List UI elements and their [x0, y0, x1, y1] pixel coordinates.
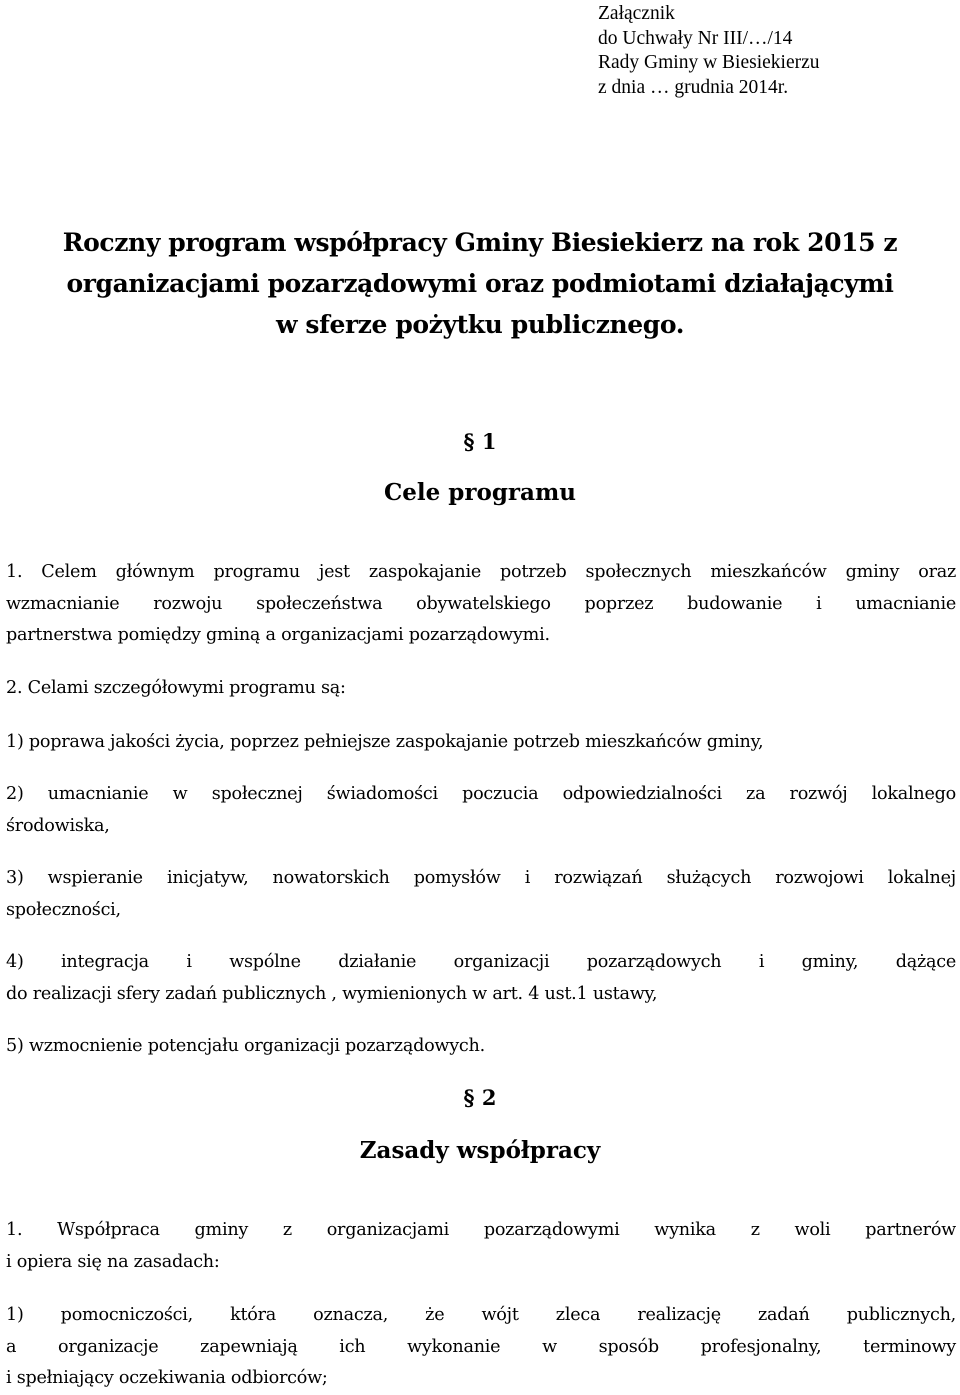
list-item-line: 1) poprawa jakości życia, poprzez pełniejsze zaspokajanie potrzeb mieszkańców gminy, — [6, 732, 764, 752]
title-line: organizacjami pozarządowymi oraz podmiotami działającymi — [66, 269, 894, 298]
resolution-date: z dnia … grudnia 2014r. — [598, 76, 789, 98]
list-item-line: 5) wzmocnienie potencjału organizacji pozarządowych. — [6, 1036, 485, 1056]
goal-item-3 — [6, 863, 956, 926]
resolution-number: do Uchwały Nr III/…/14 — [598, 27, 793, 49]
section-1-paragraph-2 — [6, 673, 956, 705]
goal-item-5 — [6, 1031, 956, 1063]
goal-item-4 — [6, 947, 956, 1010]
principle-item-1 — [6, 1300, 956, 1395]
paragraph-line: partnerstwa pomiędzy gminą a organizacjami pozarządowymi. — [6, 625, 550, 645]
list-item-line: społeczności, — [6, 899, 121, 920]
attachment-label: Załącznik — [598, 3, 675, 24]
list-item-line: 2) umacnianie w społecznej świadomości poczucia odpowiedzialności za rozwój lokalnego — [6, 784, 956, 804]
goal-item-2 — [6, 779, 956, 842]
paragraph-line: wzmacnianie rozwoju społeczeństwa obywatelskiego poprzez budowanie i umacnianie — [6, 593, 956, 614]
list-item-line: i spełniający oczekiwania odbiorców; — [6, 1368, 328, 1388]
paragraph-line: i opiera się na zasadach: — [6, 1251, 220, 1272]
section-2-mark: § 2 — [463, 1085, 497, 1110]
document-title — [0, 222, 960, 345]
paragraph-line: 2. Celami szczegółowymi programu są: — [6, 678, 346, 698]
section-1-heading: Cele programu — [383, 479, 577, 506]
title-line: w sferze pożytku publicznego. — [275, 310, 685, 339]
title-line: Roczny program współpracy Gminy Biesiekierz na rok 2015 z — [62, 228, 898, 257]
paragraph-line: 1. Celem głównym programu jest zaspokajanie potrzeb społecznych mieszkańców gminy oraz — [6, 562, 956, 582]
attachment-note — [598, 2, 820, 100]
list-item-line: do realizacji sfery zadań publicznych , wymienionych w art. 4 ust.1 ustawy, — [6, 983, 658, 1004]
council-name: Rady Gminy w Biesiekierzu — [598, 52, 820, 73]
paragraph-line: 1. Współpraca gminy z organizacjami pozarządowymi wynika z woli partnerów — [6, 1220, 956, 1240]
section-2-heading: Zasady współpracy — [359, 1137, 601, 1164]
list-item-line: a organizacje zapewniają ich wykonanie w sposób profesjonalny, terminowy — [6, 1336, 956, 1357]
list-item-line: 3) wspieranie inicjatyw, nowatorskich pomysłów i rozwiązań służących rozwojowi lokalnej — [6, 868, 956, 888]
section-1-paragraph-1 — [6, 557, 956, 652]
section-2-paragraph-1 — [6, 1215, 956, 1278]
list-item-line: środowiska, — [6, 815, 110, 836]
section-1-mark: § 1 — [463, 429, 497, 454]
goal-item-1 — [6, 727, 956, 759]
list-item-line: 1) pomocniczości, która oznacza, że wójt zleca realizację zadań publicznych, — [6, 1305, 956, 1325]
list-item-line: 4) integracja i wspólne działanie organizacji pozarządowych i gminy, dążące — [6, 952, 956, 972]
